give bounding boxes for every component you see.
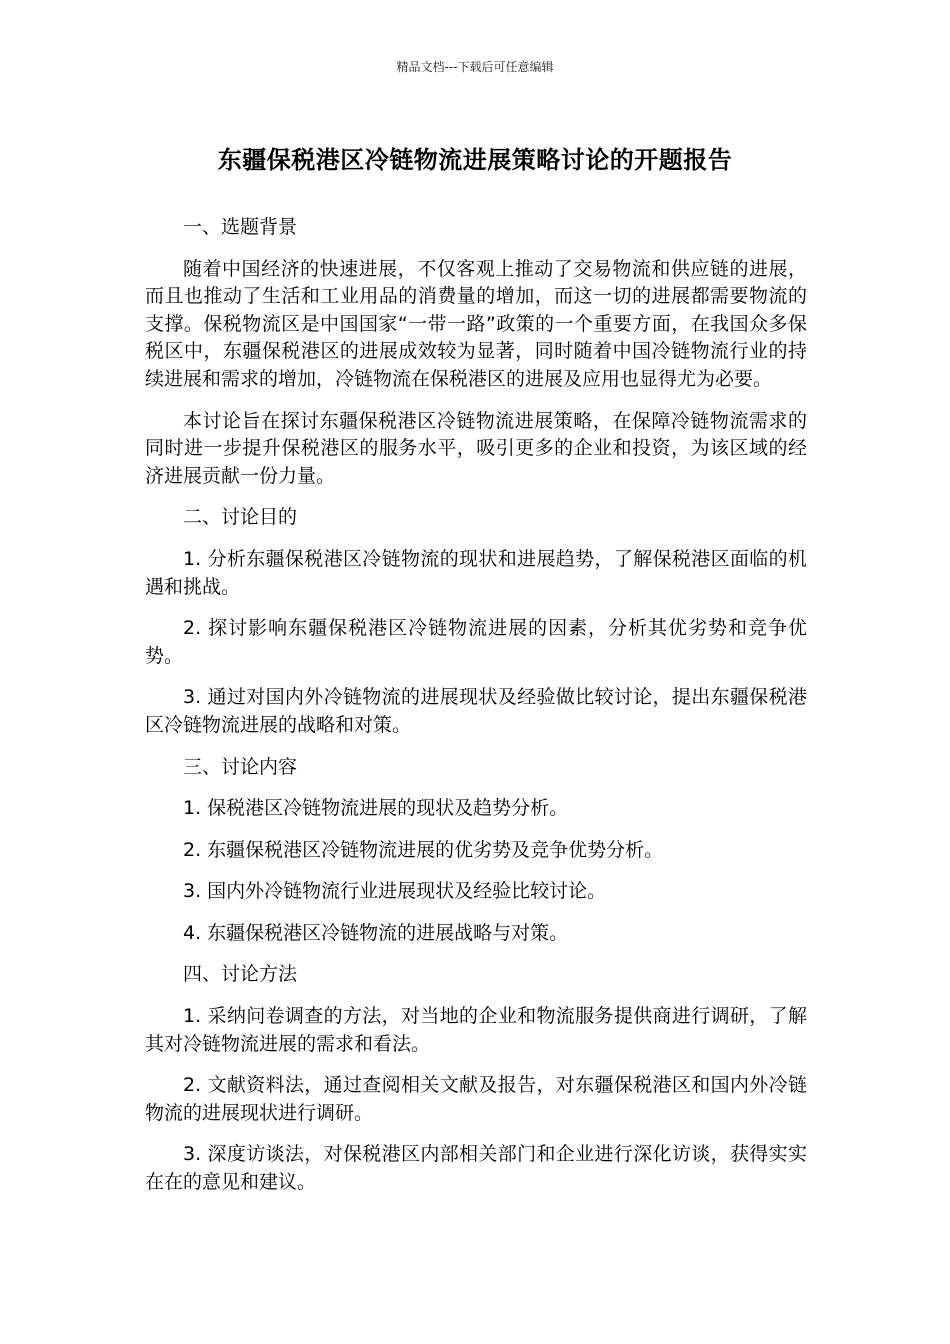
list-item-purpose-3: 3. 通过对国内外冷链物流的进展现状及经验做比较讨论，提出东疆保税港区冷链物流进展的战略和对策。: [145, 686, 807, 736]
list-item-method-2: 2. 文献资料法，通过查阅相关文献及报告，对东疆保税港区和国内外冷链物流的进展现状进行调研。: [145, 1074, 807, 1124]
list-item-purpose-1: 1. 分析东疆保税港区冷链物流的现状和进展趋势，了解保税港区面临的机遇和挑战。: [145, 547, 807, 598]
document-title: 东疆保税港区冷链物流进展策略讨论的开题报告: [217, 146, 733, 174]
section-heading-method: 四、讨论方法: [183, 963, 298, 986]
list-item-purpose-2: 2. 探讨影响东疆保税港区冷链物流进展的因素，分析其优劣势和竞争优势。: [145, 617, 807, 667]
paragraph-background-2: 本讨论旨在探讨东疆保税港区冷链物流进展策略，在保障冷链物流需求的同时进一步提升保税港区的服务水平，吸引更多的企业和投资，为该区域的经济进展贡献一份力量。: [145, 409, 807, 487]
list-item-content-1: 1. 保税港区冷链物流进展的现状及趋势分析。: [183, 797, 569, 820]
list-item-content-2: 2. 东疆保税港区冷链物流进展的优劣势及竞争优势分析。: [183, 838, 664, 861]
document-body: [145, 214, 807, 1211]
paragraph-background-1: 随着中国经济的快速进展，不仅客观上推动了交易物流和供应链的进展，而且也推动了生活和工业用品的消费量的增加，而这一切的进展都需要物流的支撑。保税物流区是中国国家“一带一路”政策的一个重要方面，在我国众多保税区中，东疆保税港区的进展成效较为显著，同时随着中国冷链物流行业的持续进展和需求的增加，冷链物流在保税港区的进展及应用也显得尤为必要。: [145, 257, 807, 390]
header-note: 精品文档---下载后可任意编辑: [396, 60, 554, 74]
section-heading-content: 三、讨论内容: [183, 755, 298, 778]
list-item-content-3: 3. 国内外冷链物流行业进展现状及经验比较讨论。: [183, 880, 607, 903]
section-heading-purpose: 二、讨论目的: [183, 506, 298, 529]
list-item-method-3: 3. 深度访谈法，对保税港区内部相关部门和企业进行深化访谈，获得实实在在的意见和建议。: [145, 1143, 807, 1194]
list-item-content-4: 4. 东疆保税港区冷链物流的进展战略与对策。: [183, 921, 569, 944]
list-item-method-1: 1. 采纳问卷调查的方法，对当地的企业和物流服务提供商进行调研，了解其对冷链物流进展的需求和看法。: [145, 1005, 807, 1055]
section-heading-background: 一、选题背景: [183, 216, 298, 238]
